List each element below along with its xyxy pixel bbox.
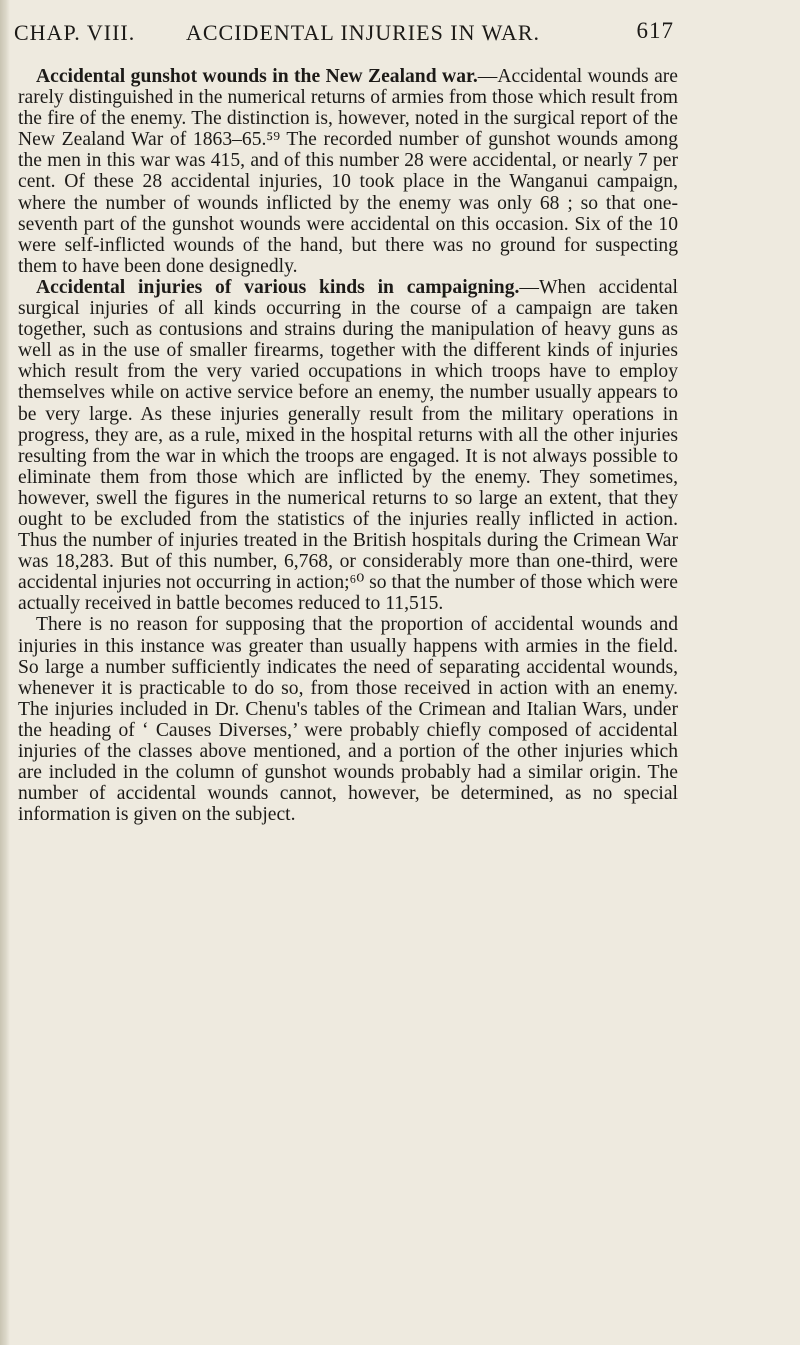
- page-number: 617: [636, 18, 674, 43]
- body-text: [18, 66, 678, 825]
- chapter-label: CHAP. VIII.: [14, 20, 136, 45]
- paragraph-text: —When accidental surgical injuries of all kinds occurring in the course of a campaign are taken together, such as contusions and strains during the manipulation of heavy guns as well as in the use of smaller firearms, together with the different kinds of injuries which result from the very varied occupations in which troops have to employ themselves while on active service before an enemy, the number usually appears to be very large. As these injuries generally result from the military operations in progress, they are, as a rule, mixed in the hospital returns with all the other injuries resulting from the war in which the troops are engaged. It is not always possible to eliminate them from those which are inflicted by the enemy. They sometimes, however, swell the figures in the numerical returns to so large an extent, that they ought to be excluded from the statistics of the injuries really inflicted in action. Thus the number of injuries treated in the British hospitals during the Crimean War was 18,283. But of this number, 6,768, or considerably more than one-third, were accidental injuries not occurring in action;⁶⁰ so that the number of those which were actually received in battle becomes reduced to 11,515.: [18, 276, 678, 615]
- paragraph-heading: Accidental injuries of various kinds in campaigning.: [36, 276, 520, 298]
- paragraph-heading: Accidental gunshot wounds in the New Zealand war.: [36, 66, 478, 87]
- running-title: ACCIDENTAL INJURIES IN WAR.: [186, 20, 541, 45]
- paragraph-3: [18, 614, 678, 825]
- running-head: [14, 14, 674, 54]
- paragraph-text: —Accidental wounds are rarely distinguished in the numerical returns of armies from those which result from the fire of the enemy. The distinction is, however, noted in the surgical report of the New Zealand War of 1863–65.⁵⁹ The recorded number of gunshot wounds among the men in this war was 415, and of this number 28 were accidental, or nearly 7 per cent. Of these 28 accidental injuries, 10 took place in the Wanganui campaign, where the number of wounds inflicted by the enemy was only 68 ; so that one-seventh part of the gunshot wounds were accidental on this occasion. Six of the 10 were self-inflicted wounds of the hand, but there was no ground for suspecting them to have been done designedly.: [18, 66, 679, 277]
- paragraph-1: [18, 66, 678, 277]
- paragraph-text: There is no reason for supposing that the proportion of accidental wounds and injuries in this instance was greater than usually happens with armies in the field. So large a number sufficiently indicates the need of separating accidental wounds, whenever it is practicable to do so, from those received in action with an enemy. The injuries included in Dr. Chenu's tables of the Crimean and Italian Wars, under the heading of ‘ Causes Diverses,’ were probably chiefly composed of accidental injuries of the classes above mentioned, and a portion of the other injuries which are included in the column of gunshot wounds probably had a similar origin. The number of accidental wounds cannot, however, be determined, as no special information is given on the subject.: [18, 614, 678, 826]
- page-gutter-shadow: [0, 0, 10, 1345]
- paragraph-2: [18, 277, 678, 615]
